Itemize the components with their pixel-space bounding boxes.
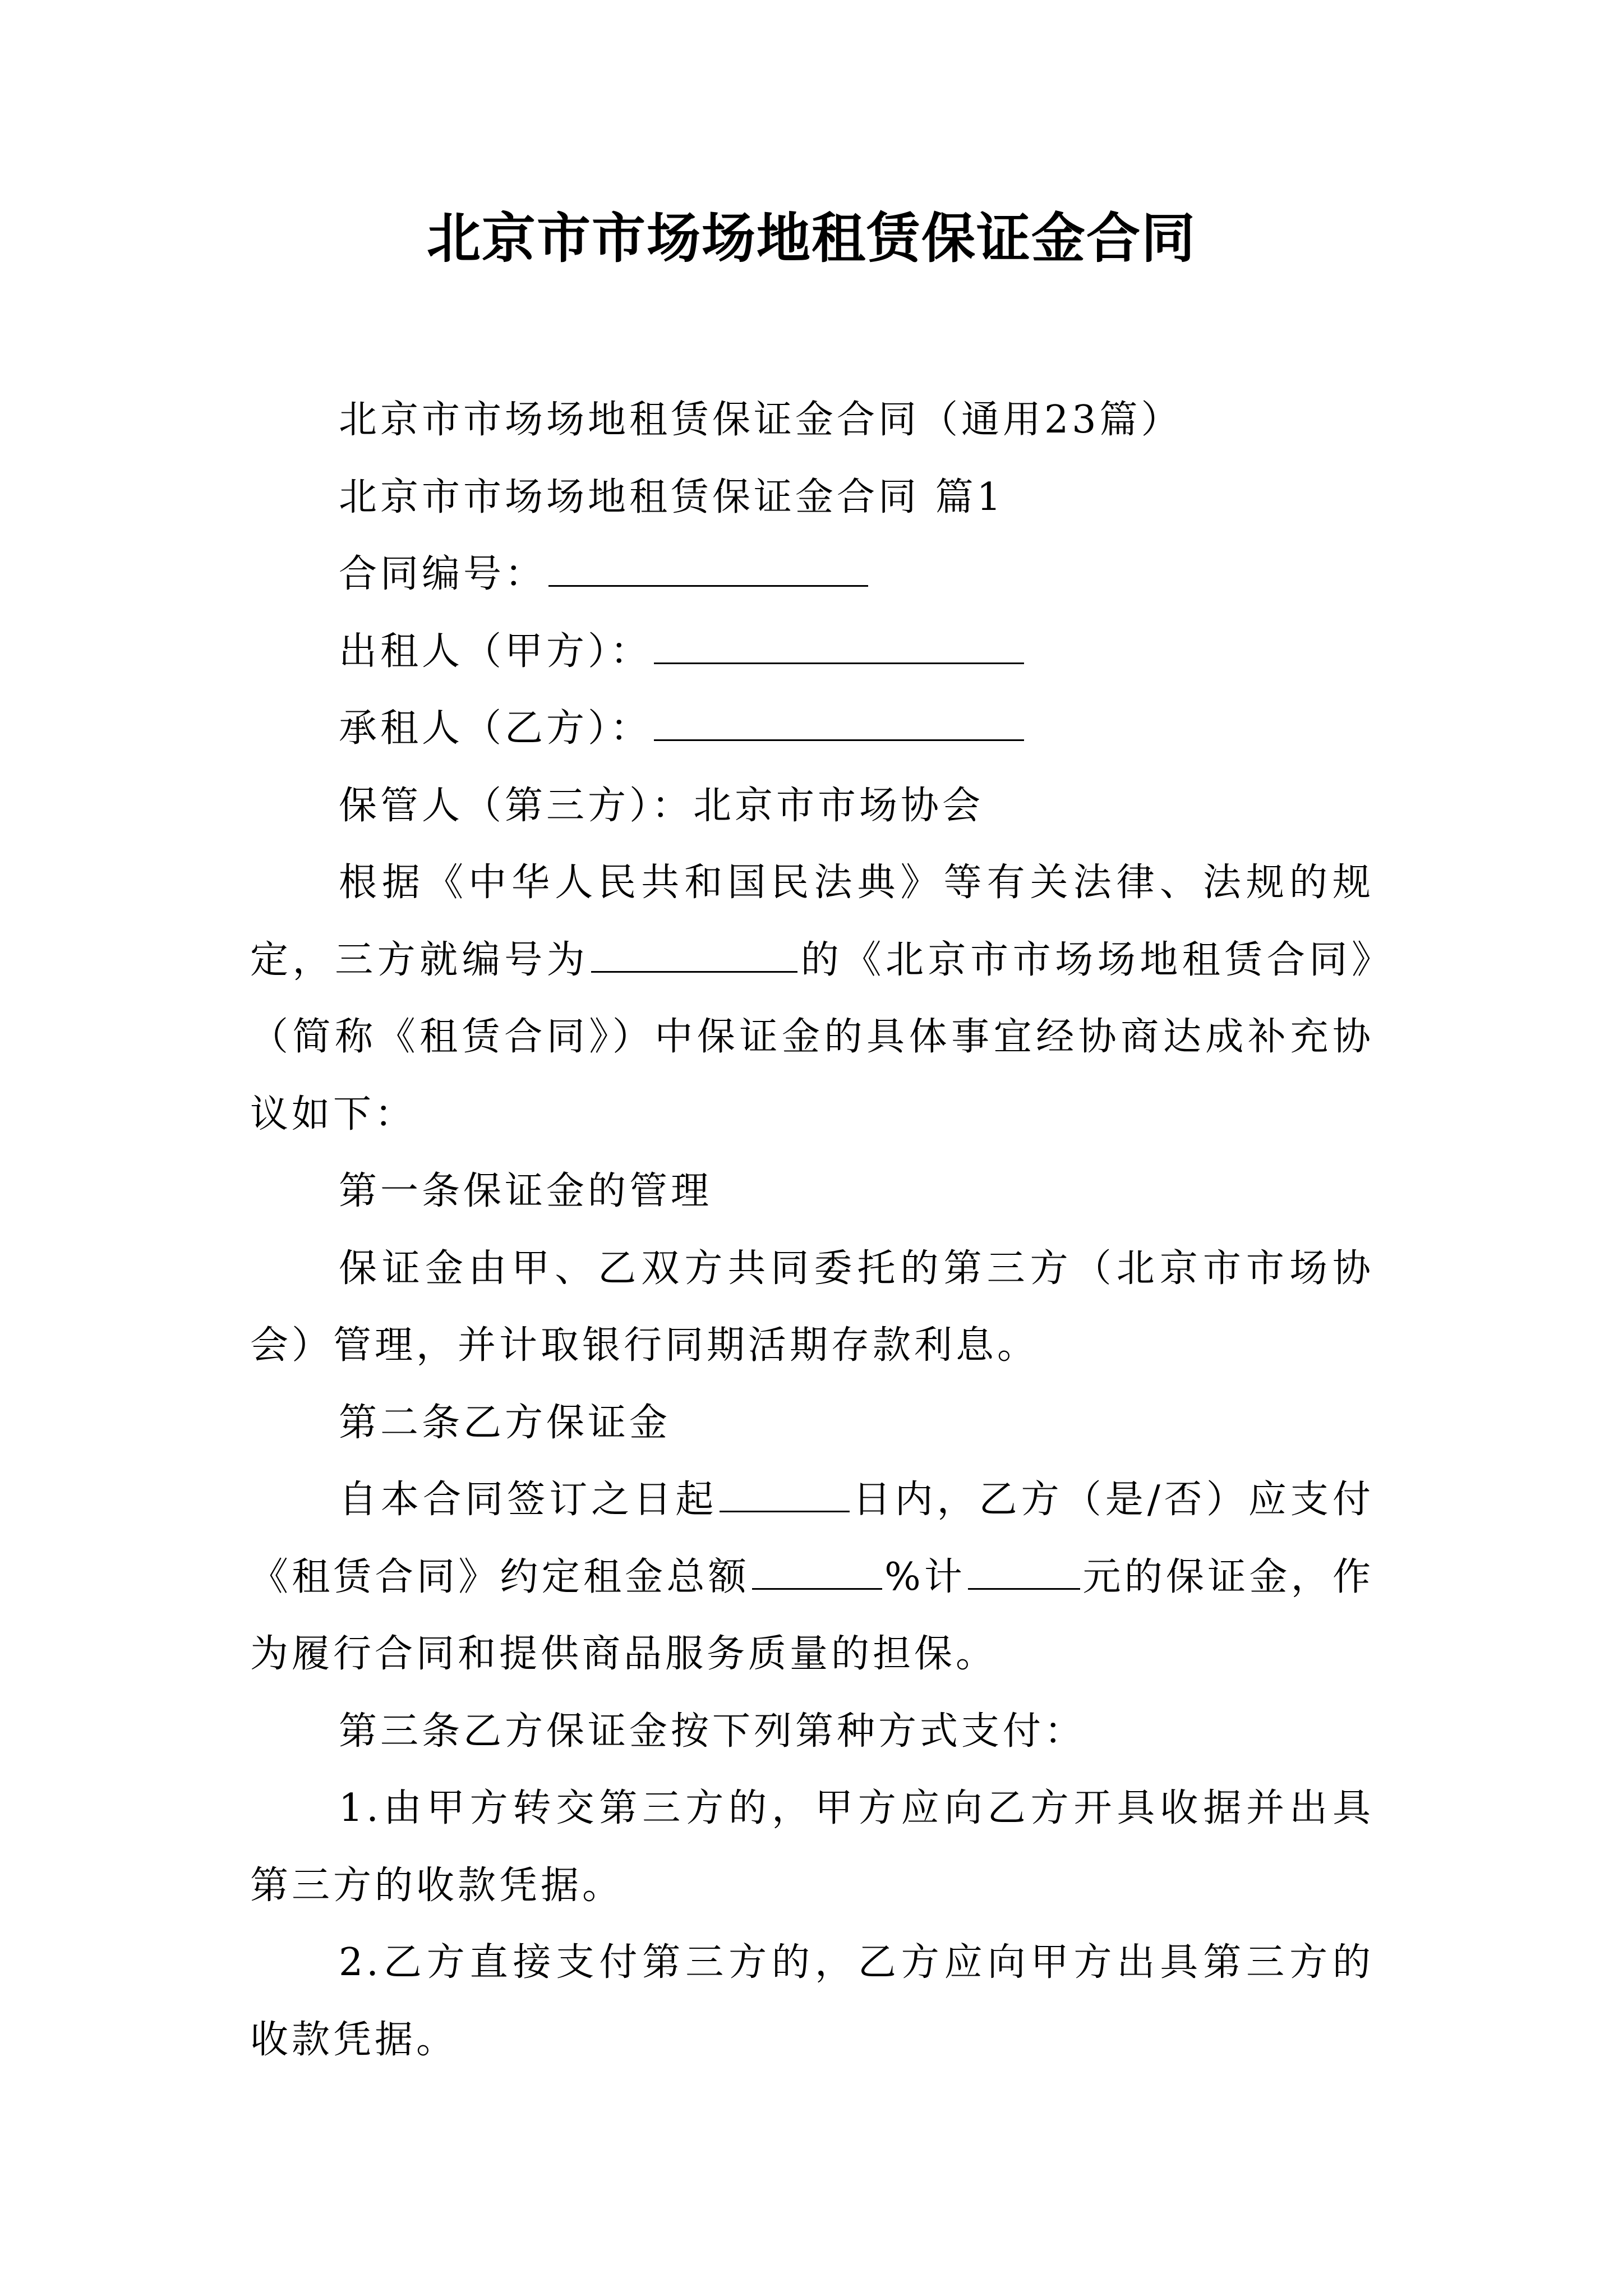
contract-no-blank — [591, 970, 797, 973]
preamble-part-1: 根据《中华人民共和国民法典》等有关法律、法规的规定，三方就编号为 — [250, 861, 1374, 982]
preamble-paragraph — [250, 844, 1374, 1153]
section-title: 北京市市场场地租赁保证金合同 篇1 — [339, 475, 1004, 519]
article-3-heading: 第三条乙方保证金按下列第种方式支付： — [339, 1709, 1086, 1754]
contract-number-label: 合同编号： — [339, 552, 547, 596]
article-1-text: 保证金由甲、乙双方共同委托的第三方（北京市市场协会）管理，并计取银行同期活期存款利息。 — [250, 1246, 1374, 1368]
article-3-item-1: 1.由甲方转交第三方的，甲方应向乙方开具收据并出具第三方的收款凭据。 — [250, 1786, 1374, 1908]
percent-blank — [752, 1588, 882, 1590]
article-2-text — [250, 1461, 1374, 1693]
article-1-heading: 第一条保证金的管理 — [339, 1169, 713, 1213]
preamble-part-2: 的《北京市市场场地租赁合同》（简称《租赁合同》）中保证金的具体事宜经协商达成补充协议如下： — [250, 937, 1374, 1137]
contract-number-line — [250, 536, 1374, 613]
lessor-line — [250, 613, 1374, 691]
lessor-label: 出租人（甲方）： — [339, 629, 652, 674]
lessee-label: 承租人（乙方）： — [339, 706, 652, 751]
contract-number-blank — [548, 585, 868, 587]
lessor-blank — [654, 662, 1024, 664]
document-title: 北京市市场场地租赁保证金合同 — [427, 207, 1196, 270]
article-2-part-2: 日内，乙方（是/否）应支付《租赁合同》约定租金总额 — [250, 1478, 1374, 1599]
document-subtitle: 北京市市场场地租赁保证金合同（通用23篇） — [339, 398, 1183, 442]
custodian-line: 保管人（第三方）：北京市市场协会 — [339, 783, 984, 828]
document-body — [250, 381, 1374, 2078]
lessee-line — [250, 690, 1374, 767]
article-2-heading: 第二条乙方保证金 — [339, 1400, 671, 1445]
days-blank — [720, 1510, 850, 1512]
lessee-blank — [654, 739, 1024, 741]
article-2-part-4: 元的保证金，作为履行合同和提供商品服务质量的担保。 — [250, 1554, 1374, 1676]
article-2-part-3: %计 — [884, 1554, 966, 1599]
article-2-part-1: 自本合同签订之日起 — [339, 1478, 718, 1522]
amount-blank — [968, 1588, 1080, 1590]
article-3-item-2: 2.乙方直接支付第三方的，乙方应向甲方出具第三方的收款凭据。 — [250, 1940, 1374, 2062]
